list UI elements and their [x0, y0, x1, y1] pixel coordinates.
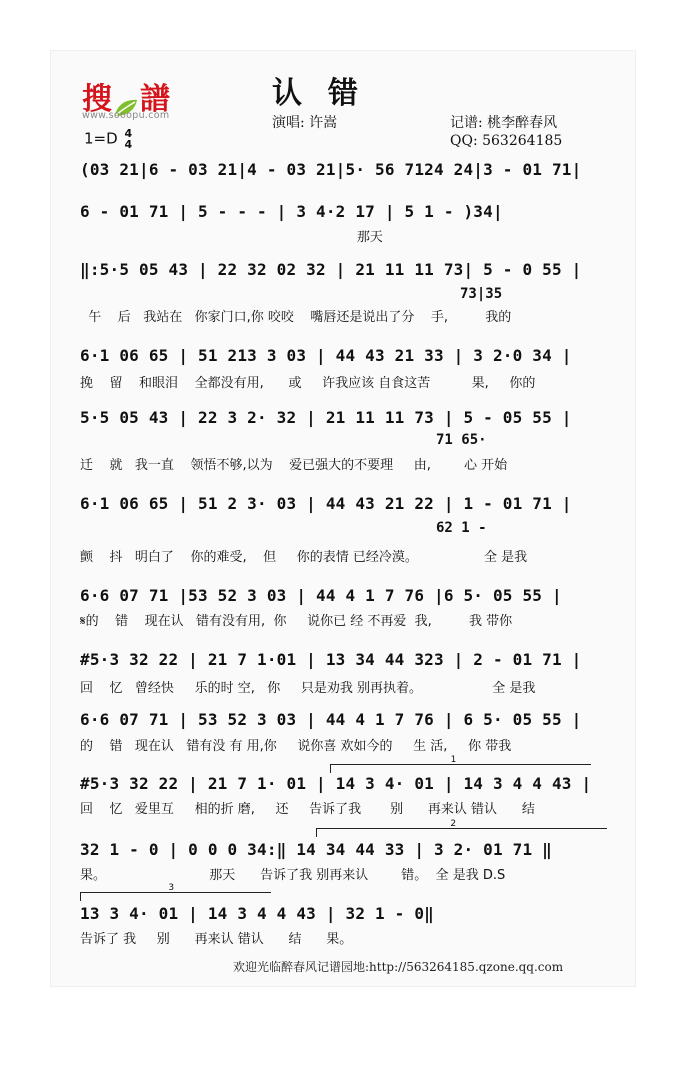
notation-line-6: 6·1 06 65 | 51 2 3· 03 | 44 43 21 22 | 1 - 01 71 |	[80, 494, 572, 513]
sooopu-logo[interactable]	[82, 74, 202, 122]
transcriber: 记谱: 桃李醉春风	[450, 115, 558, 131]
notation-line-5: 5·5 05 43 | 22 3 2· 32 | 21 11 11 73 | 5 - 05 55 |	[80, 408, 572, 427]
lyric-line-2: 那天	[80, 230, 383, 245]
song-title: 认错	[272, 76, 384, 111]
notation-line-9: 6·6 07 71 | 53 52 3 03 | 44 4 1 7 76 | 6 5· 05 55 |	[80, 710, 582, 729]
notation-line-3: ‖:5·5 05 43 | 22 32 02 32 | 21 11 11 73| 5 - 0 55 |	[80, 260, 582, 279]
logo-glyph-2: 譜	[140, 82, 170, 117]
notation-line-7: 6·6 07 71 |53 52 3 03 | 44 4 1 7 76 |6 5· 05 55 |	[80, 586, 562, 605]
lyric-line-9: 的 错 现在认 错有没 有 用,你 说你喜 欢如今的 生 活, 你 带我	[80, 739, 512, 754]
notation-line-1: (03 21|6 - 03 21|4 - 03 21|5· 56 7124 24|3 - 01 71|	[80, 160, 582, 179]
qq-number: QQ: 563264185	[450, 133, 563, 149]
alt-notes-line-3: 73|35	[460, 286, 503, 302]
notation-line-10: #5·3 32 22 | 21 7 1· 01 | 14 3 4· 01 | 14 3 4 4 43 |	[80, 774, 592, 793]
logo-url: www.sooopu.com	[82, 110, 170, 121]
lyric-line-3: 午 后 我站在 你家门口,你 咬咬 嘴唇还是说出了分 手, 我的	[80, 310, 512, 325]
volta-label-1: 1	[450, 755, 457, 765]
footer-link[interactable]: 欢迎光临醉春风记谱园地:http://563264185.qzone.qq.com	[233, 960, 564, 974]
time-signature-top: 4	[124, 127, 133, 140]
lyric-line-11: 果。 那天 告诉了我 别再来认 错。 全 是我 D.S	[80, 868, 506, 883]
volta-3	[80, 883, 271, 901]
time-signature	[124, 128, 132, 150]
notation-line-11: 32 1 - 0 | 0 0 0 34:‖ 14 34 44 33 | 3 2· 01 71 ‖	[80, 840, 552, 859]
alt-notes-line-5: 71 65·	[436, 432, 487, 448]
key-signature	[84, 128, 132, 150]
volta-label-2: 2	[450, 819, 457, 829]
time-signature-bottom: 4	[124, 138, 133, 151]
lyric-line-10: 回 忆 爱里互 相的折 磨, 还 告诉了我 别 再来认 错认 结	[80, 802, 535, 817]
key-label: 1=D	[84, 129, 118, 148]
volta-2	[316, 819, 607, 837]
lyric-line-5: 迁 就 我一直 领悟不够,以为 爱已强大的不要理 由, 心 开始	[80, 458, 508, 473]
lyric-line-7: 𝄋的 错 现在认 错有没有用, 你 说你已 经 不再爱 我, 我 带你	[80, 614, 513, 629]
notation-line-8: #5·3 32 22 | 21 7 1·01 | 13 34 44 323 | 2 - 01 71 |	[80, 650, 582, 669]
lyric-line-4: 挽 留 和眼泪 全都没有用, 或 许我应该 自食这苦 果, 你的	[80, 376, 536, 391]
lyric-line-12: 告诉了 我 别 再来认 错认 结 果。	[80, 932, 353, 947]
volta-1	[330, 755, 591, 773]
notation-line-4: 6·1 06 65 | 51 213 3 03 | 44 43 21 33 | 3 2·0 34 |	[80, 346, 572, 365]
leaf-icon	[113, 91, 139, 111]
lyric-line-8: 回 忆 曾经快 乐的时 空, 你 只是劝我 别再执着。 全 是我	[80, 681, 536, 696]
volta-label-3: 3	[168, 883, 175, 893]
lyric-line-6: 颤 抖 明白了 你的难受, 但 你的表情 已经冷漠。 全 是我	[80, 550, 528, 565]
alt-notes-line-6: 62 1 -	[436, 520, 487, 536]
notation-line-2: 6 - 01 71 | 5 - - - | 3 4·2 17 | 5 1 - )34|	[80, 202, 503, 221]
logo-glyph-1: 搜	[82, 82, 112, 117]
notation-line-12: 13 3 4· 01 | 14 3 4 4 43 | 32 1 - 0‖	[80, 904, 434, 923]
singer: 演唱: 许嵩	[272, 115, 338, 131]
